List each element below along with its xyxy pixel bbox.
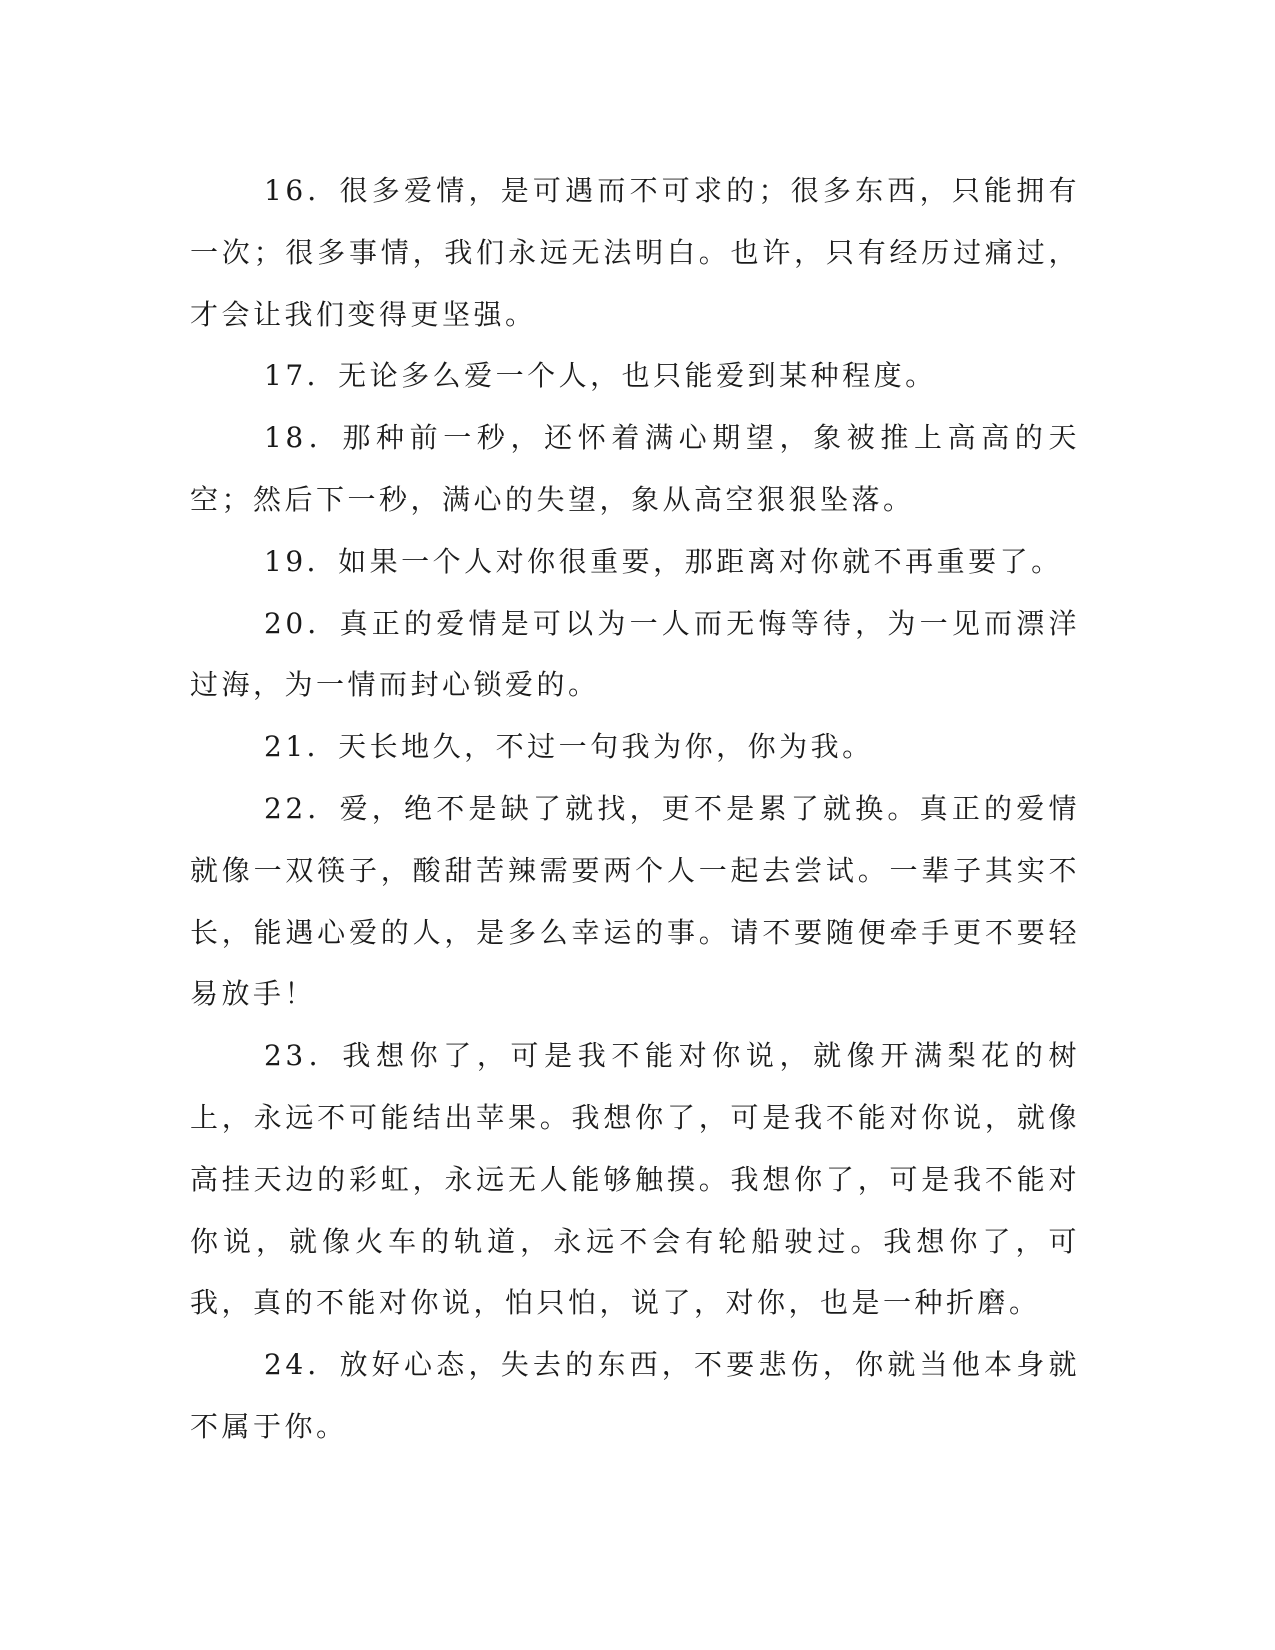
paragraph-16: 16．很多爱情，是可遇而不可求的；很多东西，只能拥有一次；很多事情，我们永远无法明白。也许，只有经历过痛过，才会让我们变得更坚强。 (190, 174, 1080, 331)
paragraph-21: 21．天长地久，不过一句我为你，你为我。 (264, 730, 874, 764)
paragraph-22: 22．爱，绝不是缺了就找，更不是累了就换。真正的爱情就像一双筷子，酸甜苦辣需要两个人一起去尝试。一辈子其实不长，能遇心爱的人，是多么幸运的事。请不要随便牵手更不要轻易放手！ (190, 791, 1080, 1011)
document-body (190, 160, 1080, 1458)
paragraph-24: 24．放好心态，失去的东西，不要悲伤，你就当他本身就不属于你。 (190, 1348, 1080, 1443)
paragraph-18: 18．那种前一秒，还怀着满心期望，象被推上高高的天空；然后下一秒，满心的失望，象从高空狠狠坠落。 (190, 421, 1080, 516)
paragraph-23: 23．我想你了，可是我不能对你说，就像开满梨花的树上，永远不可能结出苹果。我想你了，可是我不能对你说，就像高挂天边的彩虹，永远无人能够触摸。我想你了，可是我不能对你说，就像火车的轨道，永远不会有轮船驶过。我想你了，可我，真的不能对你说，怕只怕，说了，对你，也是一种折磨。 (190, 1039, 1080, 1320)
paragraph-19: 19．如果一个人对你很重要，那距离对你就不再重要了。 (264, 544, 1063, 578)
paragraph-17: 17．无论多么爱一个人，也只能爱到某种程度。 (264, 359, 937, 393)
paragraph-20: 20．真正的爱情是可以为一人而无悔等待，为一见而漂洋过海，为一情而封心锁爱的。 (190, 606, 1080, 702)
